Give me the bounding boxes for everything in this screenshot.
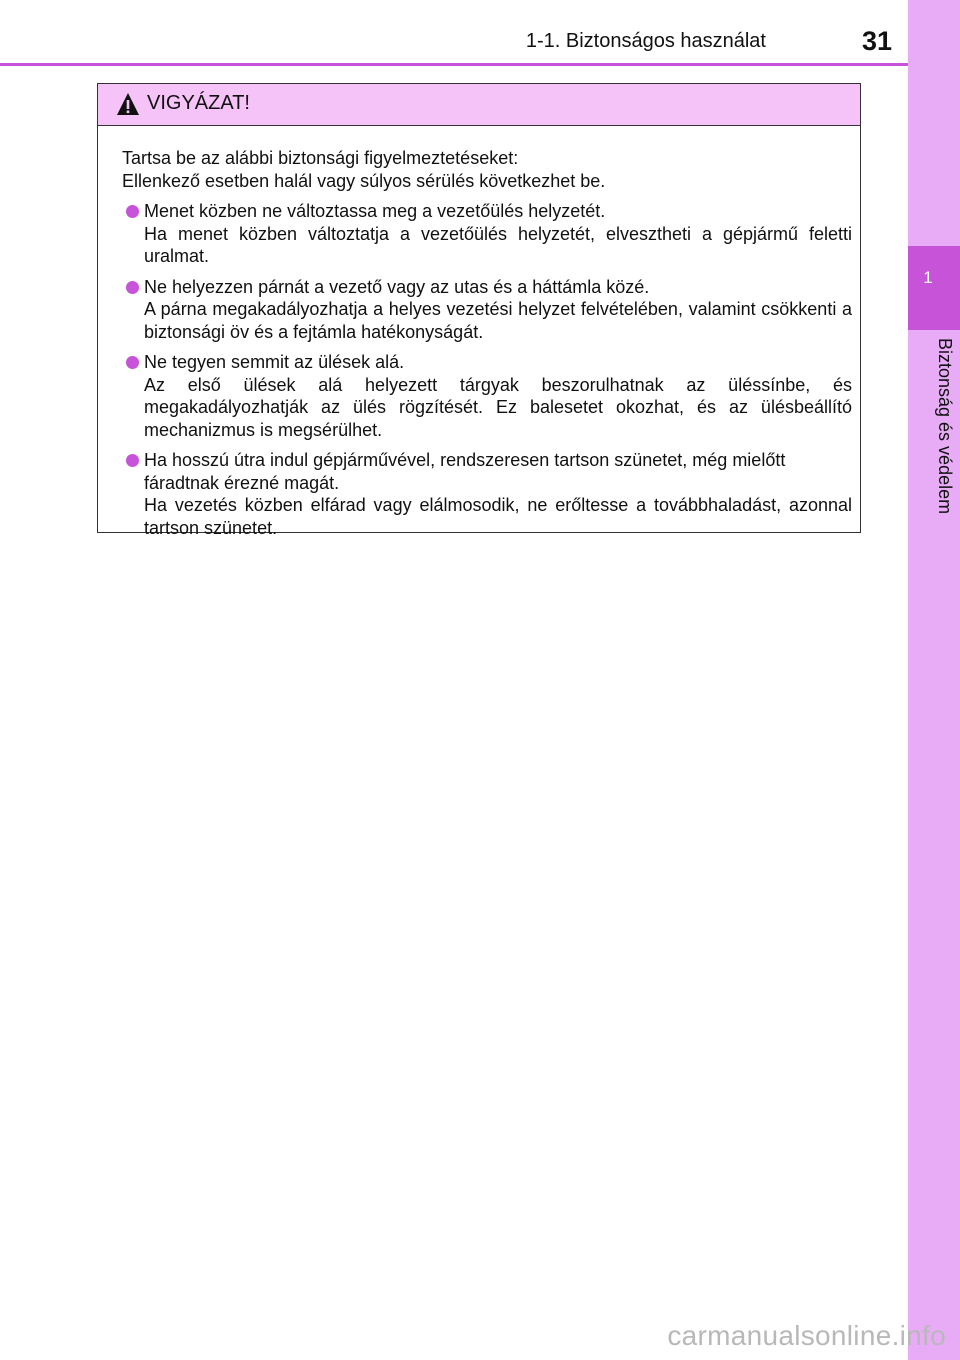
caution-body — [98, 126, 860, 539]
caution-item — [122, 200, 852, 268]
header-divider — [0, 63, 908, 66]
page-number: 31 — [861, 26, 892, 56]
bullet-icon — [126, 205, 139, 218]
caution-item-text: A párna megakadályozhatja a helyes vezetési helyzet felvételében, valamint csökkenti a biztonsági öv és a fejtámla hatékonyságát. — [144, 299, 852, 342]
caution-item-title: Ne helyezzen párnát a vezető vagy az utas és a háttámla közé. — [144, 276, 650, 297]
bullet-icon — [126, 454, 139, 467]
caution-item-text: Az első ülések alá helyezett tárgyak beszorulhatnak az üléssínbe, és megakadályozhatják az ülés rögzítését. Ez balesetet okozhat, és az ülésbeállító mechanizmus is megsérülhet. — [144, 374, 852, 440]
caution-item — [122, 449, 852, 539]
caution-item — [122, 276, 852, 344]
chapter-title: Biztonság és védelem — [935, 338, 955, 515]
chapter-marker — [908, 246, 960, 330]
side-tab — [908, 0, 960, 1360]
caution-item-title: Menet közben ne változtassa meg a vezetőülés helyzetét. — [144, 201, 606, 221]
caution-box — [97, 83, 861, 538]
caution-item-text: Ha vezetés közben elfárad vagy elálmosodik, ne erőltesse a továbbhaladást, azonnal tartson szünetet. — [144, 495, 852, 538]
bullet-icon — [126, 281, 139, 294]
caution-title: VIGYÁZAT! — [147, 92, 250, 114]
caution-item-text: Ha menet közben változtatja a vezetőülés helyzetét, elvesztheti a gépjármű feletti uralmat. — [144, 223, 852, 266]
bullet-icon — [126, 356, 139, 369]
watermark: carmanualsonline.info — [667, 1320, 946, 1351]
caution-intro-line: Ellenkező esetben halál vagy súlyos sérülés következhet be. — [122, 170, 606, 191]
caution-item — [122, 351, 852, 441]
section-title: 1-1. Biztonságos használat — [525, 30, 766, 52]
chapter-number: 1 — [923, 268, 933, 287]
warning-triangle-icon — [116, 92, 140, 116]
caution-header — [98, 84, 860, 126]
caution-intro-line: Tartsa be az alábbi biztonsági figyelmeztetéseket: — [122, 148, 519, 168]
caution-item-title: Ha hosszú útra indul gépjárművével, rendszeresen tartson szünetet, még mielőtt fáradtnak érezné magát. — [144, 450, 786, 493]
caution-item-title: Ne tegyen semmit az ülések alá. — [144, 352, 405, 372]
